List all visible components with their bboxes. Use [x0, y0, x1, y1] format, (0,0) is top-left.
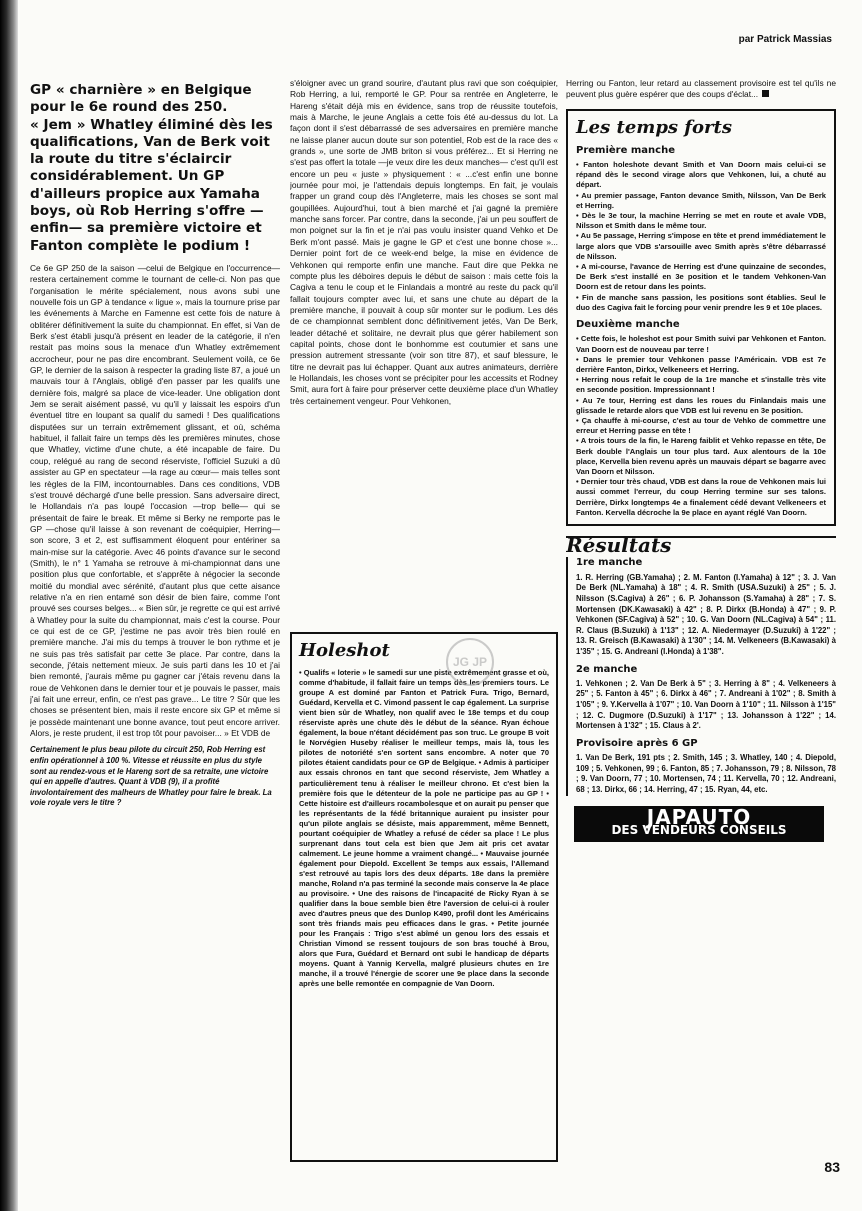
- ad-brand: JAPAUTO: [646, 804, 752, 829]
- page-binding-shadow: [0, 0, 18, 1211]
- column-1-body: [30, 263, 280, 739]
- holeshot-text: • Qualifs « loterie » le samedi sur une piste extrêmement grasse et où, comme d'habitude, il fallait faire un temps dès les premiers tours. Le groupe A est dominé par Fanton et Patrick Fura. Trigo, Bernard, Guédard, Kervella et C. Vimond passent le cap également. La surprise vient bien sûr de Whatley, non qualif avec le 18e temps et du coup réserviste après une chute dès le début de la séance. Ryan échoue également, la boue n'étant décidément pas son truc. Le groupe B voit le Norvégien Huseby réaliser le meilleur temps, mais là, tous les pilotes de notoriété s'en sortent sans encombre. A noter que 70 pilotes étaient candidats pour ce GP de Belgique. • Admis à participer aux essais chronos en tant que second réserviste, Jem Whatley a particulièrement tenu à réaliser le meilleur chrono. Et c'est bien la première fois que le détenteur de la pole ne participe pas au GP ! • Cette histoire est d'ailleurs rocambolesque et on aurait pu penser que les représentants de la fédé britannique auraient pu insister pour qu'un pilote anglais se désiste, mais apparemment, même Bennett, pourtant coéquipier de Whatley a refusé de céder sa place ! Le plus surprenant dans tout cela est bien que Jem ait pris cet avatar calmement. Le jeune homme a vraiment changé... • Mauvaise journée également pour Diepold. Excellent 3e temps aux essais, l'Allemand s'est retrouvé au tapis lors des deux départs. 18e dans la première manche, Roland n'a pas terminé la seconde mais conserve la 4e place au provisoire. • Une des raisons de l'incapacité de Ricky Ryan à se qualifier dans la boue semble bien être l'aversion de celui-ci à rouler avec d'autres pneus que des Dunlop K490, profil dont les Américains sont très friands mais peu efficaces dans le gras. • Petite journée pour les Français : Trigo s'est abîmé un genou lors des essais et Christian Vimond se ressent toujours de son bras touché à Brou, alors que Fura, Guédard et Bernard ont subi le handicap de départs moyens. Quant à Yannig Kervella, malgré plusieurs chutes en 1re manche, il a trouvé l'énergie de scorer une 9e place dans la seconde après une belle remontée en compagnie de Van Doorn.: [299, 668, 549, 989]
- list-item: • Fanton holeshote devant Smith et Van Doorn mais celui-ci se répand dès le second virage alors que Vehkonen, lui, a chuté au départ.: [576, 160, 826, 190]
- column-1: [30, 78, 280, 1163]
- column-2-text: s'éloigner avec un grand sourire, d'autant plus ravi que son coéquipier, Rob Herring, a lui, remporté le GP. Pour sa rentrée en Angleterre, le Hareng s'était déjà mis en évidence, sans trop de réussite toutefois, mais à Marche, le jeune Anglais a cette fois été au-dessus du lot. La façon dont il s'est débarrassé de ses adversaires en première manche ne laisse planer aucun doute sur son potentiel, Rob est de la race des « grands », une sorte de JMB briton si vous préférez... Et si Herring ne s'est pas offert la totale —je veux dire les deux manches— c'est qu'il est encore un peu « juste » physiquement : « ...c'est enfin une bonne journée pour moi, je l'attendais depuis longtemps. En fait, je voulais frapper un grand coup dès l'Angleterre, mais les choses se sont mal goupillées. Aujourd'hui, tout à bien marché et j'ai gagné la première manche sans forcer. Par contre, dans la seconde, j'ai un peu souffert de mon poignet sur la fin et je n'ai pas voulu insister quand Vehko et De Berk m'ont passé. Mais je gagne le GP et c'est une bonne chose »... Dernier point fort de ce week-end belge, la mise en évidence de Vehkonen qui remporte enfin une manche. Faut dire que Pekka ne compte plus les déboires depuis le début de saison : mais cette fois la Cagiva a tenu le coup et le Finlandais a montré au reste du pack qu'il fallait toujours compter avec lui, et sans une chute au départ de la première manche, il pouvait à coup sûr monter sur le podium. Les dés de ce championnat semblent donc définitivement jetés, Van De Berk, leader détaché et solitaire, ne devrait plus que gérer habilement son capital points, chose dont le bonhomme est coutumier et sans une pression autrement stressante (voir son titre 87), et sauf blessure, le titre ne devrait pas lui échapper. Quant aux autres animateurs, derrière le Hollandais, les choses vont se précipiter pour les accessits et Rodney Smit, aura fort à faire pour préserver cette deuxième place d'un Whatley très certainement vengeur. Pour Vehkonen,: [290, 78, 558, 406]
- list-item: • Herring nous refait le coup de la 1re manche et s'installe très vite en seconde position. Impressionnant !: [576, 375, 826, 395]
- temps-forts-race1-title: Première manche: [576, 144, 675, 156]
- headline: [30, 82, 280, 255]
- list-item: • Cette fois, le holeshot est pour Smith suivi par Vehkonen et Fanton. Van Doorn est de nouveau par terre !: [576, 334, 826, 354]
- temps-forts-race1-list: [576, 160, 826, 313]
- list-item: • Dès le 3e tour, la machine Herring se met en route et avale VDB, Nilsson et Smith dans le même tour.: [576, 211, 826, 231]
- column-3-text: [566, 78, 836, 101]
- stamp-text: JG JP: [452, 655, 488, 669]
- list-item: • A trois tours de la fin, le Hareng faiblit et Vehko repasse en tête, De Berk double l'Anglais un tour plus tard. Aux alentours de la 10e place, Kervella bien revenu après un mauvais départ se bagarre avec Van Doorn et Nilsson.: [576, 436, 826, 477]
- magazine-page: [18, 0, 862, 1211]
- japauto-advertisement: [574, 806, 824, 843]
- resultats-race1-text: 1. R. Herring (GB.Yamaha) ; 2. M. Fanton (I.Yamaha) à 12" ; 3. J. Van De Berk (NL.Yamaha) à 18" ; 4. R. Smith (USA.Suzuki) à 25" ; 5. J. Nilsson (S.Cagiva) à 26" ; 6. P. Johansson (S.Yamaha) à 28" ; 7. S. Mortensen (DK.Kawasaki) à 42" ; 8. P. Dirkx (B.Honda) à 47" ; 9. P. Vehkonen (SF.Cagiva) à 52" ; 10. G. Van Doorn (NL.Cagiva) à 54" ; 11. R. Claus (B.Suzuki) à 1'13" ; 12. A. Niedermayer (D.Suzuki) à 1'22" ; 13. R. Greisch (B.Kawasaki) à 1'30" ; 14. M. Velkeneers (B.Kawasaki) à 1'35" ; 15. G. Andreani (I.Honda) à 1'38".: [576, 572, 836, 656]
- temps-forts-race2-list: [576, 334, 826, 518]
- list-item: • Au 5e passage, Herring s'impose en tête et prend immédiatement le large alors que VDB s'arsouille avec Smith après s'être débarrassé de Nilsson.: [576, 231, 826, 261]
- resultats-race2-title: 2e manche: [576, 663, 638, 675]
- holeshot-title: Holeshot: [299, 640, 390, 661]
- holeshot-box: [290, 632, 558, 1162]
- list-item: • Ça chauffe à mi-course, c'est au tour de Vehko de commettre une erreur et Herring passe en tête !: [576, 416, 826, 436]
- byline: par Patrick Massias: [738, 34, 832, 45]
- headline-line-1: GP « charnière » en Belgique pour le 6e round des 250.: [30, 82, 252, 116]
- column-3: [566, 78, 836, 1178]
- temps-forts-box: [566, 109, 836, 526]
- list-item: • A mi-course, l'avance de Herring est d'une quinzaine de secondes, De Berk s'est installé en 3e position et le tandem Vehkonen-Van Doorn est de retour dans les points.: [576, 262, 826, 292]
- resultats-body: [566, 557, 836, 795]
- end-mark: [762, 90, 769, 97]
- page-number: 83: [824, 1159, 840, 1175]
- temps-forts-title: Les temps forts: [576, 116, 732, 138]
- list-item: • Dans le premier tour Vehkonen passe l'Américain. VDB est 7e derrière Fanton, Dirkx, Velkeneers et Herring.: [576, 354, 826, 375]
- list-item: • Au premier passage, Fanton devance Smith, Nilsson, Van De Berk et Herring.: [576, 190, 826, 210]
- headline-line-2: « Jem » Whatley éliminé dès les qualifications, Van de Berk voit la route du titre s'éclaircir considérablement. Un GP d'ailleurs propice aux Yamaha boys, où Rob Herring s'offre —enfin— sa première victoire et Fanton complète le podium !: [30, 116, 273, 254]
- list-item: • Fin de manche sans passion, les positions sont établies. Seul le duo des Cagiva fait le forcing pour venir prendre les 9 et 10e places.: [576, 292, 826, 312]
- resultats-race1-title: 1re manche: [576, 557, 643, 569]
- resultats-standings-text: 1. Van De Berk, 191 pts ; 2. Smith, 145 ; 3. Whatley, 140 ; 4. Diepold, 109 ; 5. Vehkonen, 99 ; 6. Fanton, 85 ; 7. Johansson, 79 ; 8. Nilsson, 78 ; 9. Van Doorn, 77 ; 10. Mortensen, 74 ; 11. Kervella, 70 ; 12. Andreani, 68 ; 13. Dirkx, 66 ; 14. Herring, 47 ; 15. Ryan, 44, etc.: [576, 753, 836, 794]
- resultats-race2-text: 1. Vehkonen ; 2. Van De Berk à 5" ; 3. Herring à 8" ; 4. Velkeneers à 25" ; 5. Fanton à 45" ; 6. Dirkx à 46" ; 7. Andreani à 1'02" ; 8. Smith à 1'05" ; 9. Y.Kervella à 1'07" ; 10. Van Doorn à 1'10" ; 11. Nilsson à 1'15" ; 12. C. Dugmore (D.Suzuki) à 1'17" ; 13. Johansson à 1'22" ; 14. Mortensen à 1'32" ; 15. Claus à 2'.: [576, 678, 836, 731]
- temps-forts-race2-title: Deuxième manche: [576, 319, 680, 331]
- list-item: • Dernier tour très chaud, VDB est dans la roue de Vehkonen mais lui aussi commet l'erreur, du coup Herring termine sur ses talons. Derrière, Dirkx longtemps 4e a finalement cédé devant Velkeneers et Fanton. Kervella décroche la 9e place en ayant réglé Van Doorn.: [576, 477, 826, 517]
- watermark-stamp: [446, 638, 494, 686]
- photo-caption: Certainement le plus beau pilote du circuit 250, Rob Herring est enfin opérationnel à 100 %. Vitesse et réussite en plus du style sont au rendez-vous et le Hareng sort de sa retraite, une victoire qui en appelle d'autres. Quant à VDB (9), il a profité involontairement des malheurs de Whatley pour faire le break. La voie royale vers le titre ?: [30, 745, 272, 808]
- ad-tagline: DES VENDEURS CONSEILS: [611, 822, 787, 837]
- column-3-paragraph: Herring ou Fanton, leur retard au classement provisoire est tel qu'ils ne peuvent plus guère espérer que des coups d'éclat...: [566, 78, 836, 100]
- resultats-title: Résultats: [566, 536, 836, 551]
- column-1-text: Ce 6e GP 250 de la saison —celui de Belgique en l'occurrence— restera certainement comme le tournant de celle-ci. Non pas que l'organisation le mérite spécialement, nous avons subi une nouvelle fois un GP à tendance « ligue », mais la tournure prise par les événements à Marche en Famenne est cette fois de nature à oblitérer définitivement la suite du championnat. En effet, si Van de Berk s'est établi jusqu'à présent en leader de la catégorie, il n'en restait pas moins sous la menace d'un Whatley extrêmement accrocheur, pour ne pas dire encombrant. Seulement voilà, ce 6e GP, le dernier de la saison à respecter la grading liste 87, a joué un mauvais tour à l'Anglais, obligé d'en passer par les qualifs une dernière fois, malgré sa place de vice-leader. Une obligation dont Jem se serait aisément passé, vu qu'il y laissait les espoirs d'un éventuel titre en loupant sa qualif du samedi ! Des qualifications disputées sur un terrain extrêmement glissant, et où, schéma habituel, il fallait faire un temps dès les premières minutes, chose que Whatley, victime d'une chute, a été incapable de faire. Du coup, relégué au rang de second réserviste, l'officiel Suzuki a dû assister au GP en spectateur —la rage au cœur— mais telles sont les règles de la FIM, incontournables. Dans ces conditions, VDB s'est trouvé déchargé d'une belle pression. Sans adversaire direct, le Hollandais n'a pas loupé l'occasion —trop belle— qui se présentait de faire le break. Et même si Berky ne remporte pas le GP —chose qu'il laisse à son revenant de coéquipier, Herring— son score, 3 et 2, est suffisamment éloquent pour entériner sa main-mise sur la catégorie. Avec 46 points d'avance sur le second (Smith), le n° 1 Yamaha se retrouve à mi-championnat dans une position plus que confortable, et s'apprête à négocier la seconde moitié du mondial avec sérénité, d'autant plus que cette aisance relative n'a en rien entamé son désir de bien faire, comme l'ont prouvé ses courses belges... « Bien sûr, je regrette ce qui est arrivé à Whatley pour la suite du championnat, mais c'est la course. Pour ce qui est de ce GP, j'estime ne pas avoir très bien roulé en première manche. J'ai mis du temps à trouver le bon rythme et je ne suis pas très satisfait par cette 3e place. Par contre, dans la seconde, j'étais nettement mieux. Je suis parti dans les 10 et j'ai bien remonté, j'aurais même pu gagner car j'étais revenu dans la roue de Vehkonen dans le dernier tour et je pouvais le passer, mais j'ai fait une erreur, enfin, ce n'est pas grave... Le titre ? Sûr que les choses se présentent bien, mais il reste encore six GP et même si je possède maintenant une bonne avance, tout peut encore arriver. Alors, je reste prudent, il est trop tôt pour pavoiser... » Et VDB de: [30, 262, 280, 739]
- list-item: • Au 7e tour, Herring est dans les roues du Finlandais mais une glissade le retarde alors que VDB est lui revenu en 3e position.: [576, 395, 826, 415]
- resultats-standings-title: Provisoire après 6 GP: [576, 737, 698, 749]
